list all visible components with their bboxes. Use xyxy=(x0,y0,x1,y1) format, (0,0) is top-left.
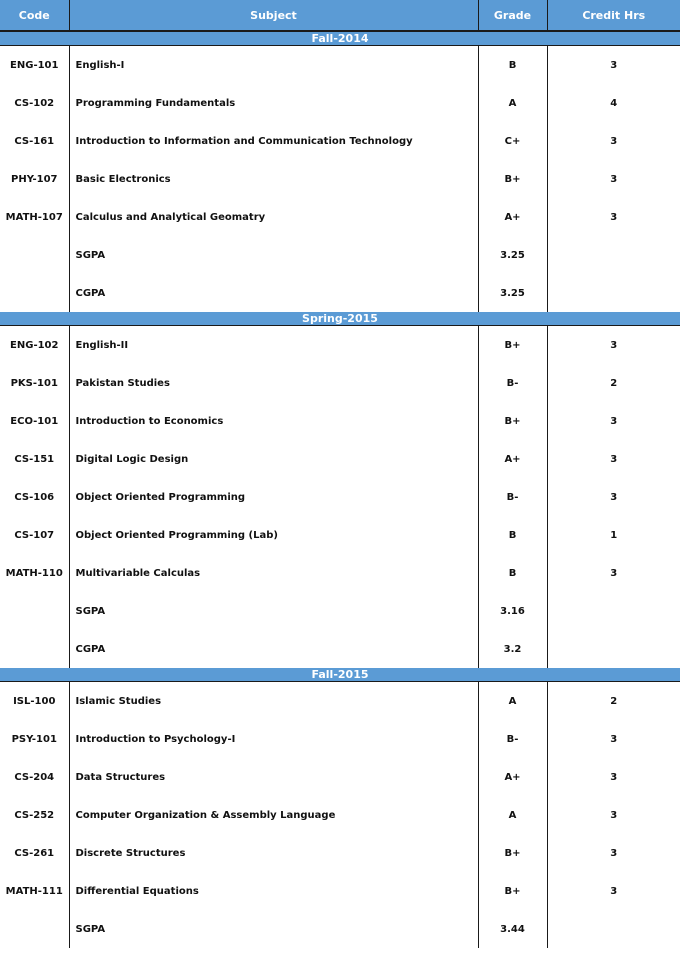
credit-hrs-cell: 3 xyxy=(547,796,680,834)
table-row xyxy=(0,720,680,758)
subject-cell: CGPA xyxy=(69,274,478,312)
grade-cell: B xyxy=(478,516,547,554)
code-cell xyxy=(0,910,69,948)
code-cell xyxy=(0,630,69,668)
subject-cell: Data Structures xyxy=(69,758,478,796)
grade-cell: B- xyxy=(478,478,547,516)
grade-cell: A xyxy=(478,84,547,122)
table-row xyxy=(0,122,680,160)
table-row xyxy=(0,478,680,516)
grade-column-header: Grade xyxy=(478,0,547,31)
subject-cell: SGPA xyxy=(69,592,478,630)
grade-cell: B+ xyxy=(478,834,547,872)
subject-cell: Calculus and Analytical Geomatry xyxy=(69,198,478,236)
table-row xyxy=(0,402,680,440)
credit-hrs-cell: 3 xyxy=(547,834,680,872)
subject-cell: SGPA xyxy=(69,910,478,948)
credit-hrs-cell: 3 xyxy=(547,554,680,592)
table-row xyxy=(0,554,680,592)
code-cell: PKS-101 xyxy=(10,377,58,389)
grade-cell: 3.25 xyxy=(478,274,547,312)
subject-column-header: Subject xyxy=(69,0,478,31)
grade-cell: 3.2 xyxy=(478,630,547,668)
table-row xyxy=(0,592,680,630)
subject-cell: Discrete Structures xyxy=(69,834,478,872)
table-row xyxy=(0,758,680,796)
table-row xyxy=(0,364,680,402)
subject-cell: Programming Fundamentals xyxy=(69,84,478,122)
code-cell: CS-107 xyxy=(14,529,55,541)
subject-cell: Introduction to Information and Communication Technology xyxy=(69,122,478,160)
table-header xyxy=(0,0,680,31)
code-cell: MATH-107 xyxy=(5,211,63,223)
code-cell: CS-204 xyxy=(14,771,55,783)
credit-hrs-cell: 3 xyxy=(547,720,680,758)
credit-hrs-cell: 3 xyxy=(547,440,680,478)
code-cell: PSY-101 xyxy=(11,733,57,745)
grade-cell: B+ xyxy=(478,402,547,440)
table-row xyxy=(0,46,680,85)
semester-header-row xyxy=(0,668,680,682)
credit-hrs-cell: 3 xyxy=(547,326,680,365)
code-cell: ISL-100 xyxy=(13,695,56,707)
code-cell: CS-261 xyxy=(14,847,55,859)
semester-header-row xyxy=(0,312,680,326)
grade-cell: B+ xyxy=(478,326,547,365)
credit-hrs-cell: 3 xyxy=(547,46,680,85)
grade-cell: 3.16 xyxy=(478,592,547,630)
credit-hrs-cell: 3 xyxy=(547,872,680,910)
code-cell xyxy=(0,236,69,274)
table-row xyxy=(0,796,680,834)
credit-hrs-cell: 3 xyxy=(547,478,680,516)
subject-cell: Pakistan Studies xyxy=(69,364,478,402)
semester-title: Fall-2014 xyxy=(0,31,680,46)
code-cell: MATH-110 xyxy=(5,567,63,579)
credit-hrs-cell: 3 xyxy=(547,758,680,796)
subject-cell: English-I xyxy=(69,46,478,85)
grade-cell: A+ xyxy=(478,198,547,236)
credit-hrs-cell xyxy=(547,236,680,274)
semester-title: Spring-2015 xyxy=(0,312,680,326)
credit-hrs-cell: 3 xyxy=(547,402,680,440)
code-cell: CS-151 xyxy=(14,453,55,465)
table-row xyxy=(0,274,680,312)
code-cell: PHY-107 xyxy=(11,173,58,185)
code-cell: CS-106 xyxy=(14,491,55,503)
subject-cell: Computer Organization & Assembly Language xyxy=(69,796,478,834)
header-row xyxy=(0,0,680,31)
table-body xyxy=(0,31,680,948)
subject-cell: SGPA xyxy=(69,236,478,274)
grade-cell: C+ xyxy=(478,122,547,160)
grade-cell: B- xyxy=(478,364,547,402)
table-row xyxy=(0,630,680,668)
table-row xyxy=(0,326,680,365)
subject-cell: CGPA xyxy=(69,630,478,668)
code-cell: CS-102 xyxy=(14,97,55,109)
code-cell: ENG-101 xyxy=(10,59,59,71)
subject-cell: Basic Electronics xyxy=(69,160,478,198)
grade-cell: 3.25 xyxy=(478,236,547,274)
grade-cell: A+ xyxy=(478,758,547,796)
code-cell xyxy=(0,592,69,630)
credit-hrs-column-header: Credit Hrs xyxy=(547,0,680,31)
credit-hrs-cell xyxy=(547,630,680,668)
grade-cell: B xyxy=(478,46,547,85)
subject-cell: Differential Equations xyxy=(69,872,478,910)
table-row xyxy=(0,516,680,554)
credit-hrs-cell: 3 xyxy=(547,160,680,198)
credit-hrs-cell xyxy=(547,274,680,312)
subject-cell: Multivariable Calculas xyxy=(69,554,478,592)
code-cell: CS-252 xyxy=(14,809,55,821)
grade-cell: A xyxy=(478,682,547,721)
table-row xyxy=(0,160,680,198)
grade-cell: A+ xyxy=(478,440,547,478)
table-row xyxy=(0,872,680,910)
table-row xyxy=(0,236,680,274)
credit-hrs-cell xyxy=(547,592,680,630)
credit-hrs-cell: 1 xyxy=(547,516,680,554)
grade-cell: B- xyxy=(478,720,547,758)
grade-cell: B+ xyxy=(478,872,547,910)
subject-cell: Digital Logic Design xyxy=(69,440,478,478)
credit-hrs-cell: 2 xyxy=(547,364,680,402)
code-cell: MATH-111 xyxy=(5,885,63,897)
semester-header-row xyxy=(0,31,680,46)
table-row xyxy=(0,84,680,122)
code-cell: ECO-101 xyxy=(10,415,59,427)
grade-cell: 3.44 xyxy=(478,910,547,948)
subject-cell: Islamic Studies xyxy=(69,682,478,721)
table-row xyxy=(0,682,680,721)
subject-cell: Object Oriented Programming xyxy=(69,478,478,516)
code-column-header: Code xyxy=(0,0,69,31)
credit-hrs-cell xyxy=(547,910,680,948)
grade-cell: B xyxy=(478,554,547,592)
table-row xyxy=(0,440,680,478)
table-row xyxy=(0,910,680,948)
code-cell xyxy=(0,274,69,312)
table-row xyxy=(0,834,680,872)
subject-cell: Introduction to Economics xyxy=(69,402,478,440)
code-cell: ENG-102 xyxy=(10,339,59,351)
subject-cell: English-II xyxy=(69,326,478,365)
code-cell: CS-161 xyxy=(14,135,55,147)
subject-cell: Introduction to Psychology-I xyxy=(69,720,478,758)
grade-cell: B+ xyxy=(478,160,547,198)
semester-title: Fall-2015 xyxy=(0,668,680,682)
table-row xyxy=(0,198,680,236)
credit-hrs-cell: 2 xyxy=(547,682,680,721)
subject-cell: Object Oriented Programming (Lab) xyxy=(69,516,478,554)
grade-cell: A xyxy=(478,796,547,834)
credit-hrs-cell: 3 xyxy=(547,198,680,236)
credit-hrs-cell: 4 xyxy=(547,84,680,122)
credit-hrs-cell: 3 xyxy=(547,122,680,160)
